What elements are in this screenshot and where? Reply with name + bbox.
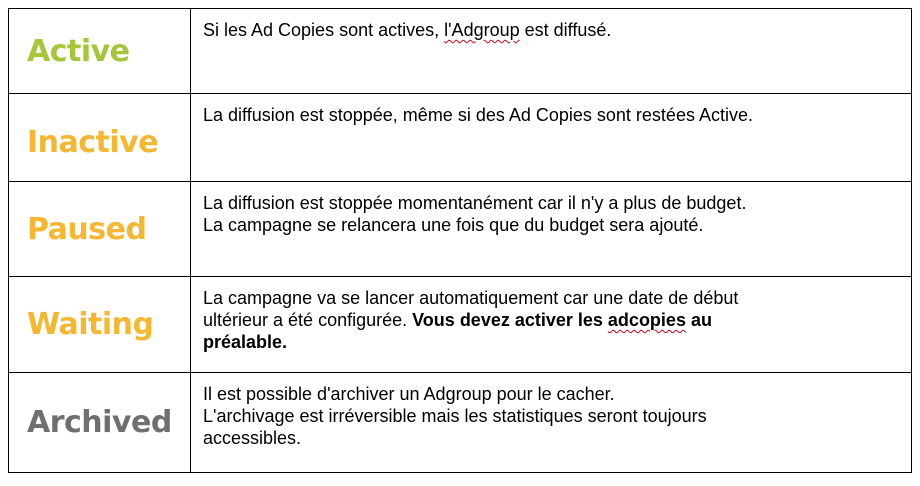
spellcheck-marked-word: adcopies	[607, 310, 686, 330]
description-line: préalable.	[203, 332, 288, 352]
status-label-inactive: Inactive	[27, 125, 159, 160]
description-line: accessibles.	[203, 428, 302, 448]
status-cell	[9, 182, 191, 277]
description-cell	[191, 277, 912, 373]
emphasis-text: au	[685, 310, 712, 330]
description-text: Si les Ad Copies sont actives,	[203, 20, 445, 40]
emphasis-text: Vous devez activer les	[412, 310, 608, 330]
description-line	[203, 19, 903, 41]
description-cell	[191, 182, 912, 277]
status-cell	[9, 373, 191, 473]
table-row	[9, 9, 912, 94]
table-row	[9, 277, 912, 373]
status-label-paused: Paused	[27, 211, 147, 247]
status-label-archived: Archived	[27, 405, 172, 440]
table-row	[9, 182, 912, 277]
description-cell	[191, 94, 912, 182]
spellcheck-marked-word: l'Adgroup	[444, 20, 520, 40]
description-text: est diffusé.	[519, 20, 612, 40]
description-line: Il est possible d'archiver un Adgroup pour le cacher.	[203, 384, 615, 404]
description-line: La campagne se relancera une fois que du budget sera ajouté.	[203, 215, 704, 235]
table-row	[9, 94, 912, 182]
status-cell	[9, 94, 191, 182]
description-text: ultérieur a été configurée.	[203, 310, 413, 330]
status-table	[8, 8, 912, 473]
description-line: La diffusion est stoppée, même si des Ad Copies sont restées Active.	[203, 105, 753, 125]
description-cell	[191, 9, 912, 94]
status-label-active: Active	[27, 33, 130, 69]
description-line	[203, 309, 903, 331]
description-line: La diffusion est stoppée momentanément car il n'y a plus de budget.	[203, 193, 747, 213]
description-cell	[191, 373, 912, 473]
description-line: La campagne va se lancer automatiquement car une date de début	[203, 288, 739, 308]
status-label-waiting: Waiting	[27, 307, 154, 342]
table-row	[9, 373, 912, 473]
status-cell	[9, 9, 191, 94]
status-cell	[9, 277, 191, 373]
description-line: L'archivage est irréversible mais les statistiques seront toujours	[203, 406, 707, 426]
